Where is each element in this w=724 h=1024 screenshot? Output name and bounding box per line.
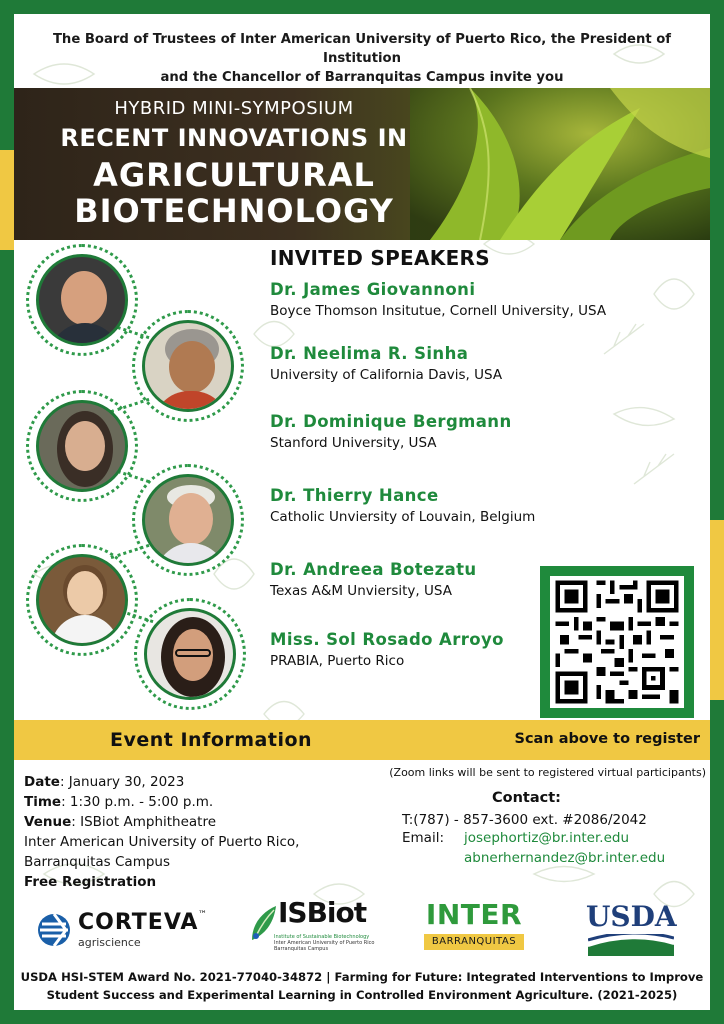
event-kicker: HYBRID MINI-SYMPOSIUM bbox=[114, 98, 354, 119]
speaker-name: Dr. Neelima R. Sinha bbox=[270, 344, 469, 363]
corteva-wordmark: CORTEVA bbox=[78, 910, 199, 935]
date-value: : January 30, 2023 bbox=[59, 774, 185, 790]
event-info-heading: Event Information bbox=[110, 729, 313, 751]
speaker-photo-5 bbox=[36, 554, 128, 646]
event-title-line-2: AGRICULTURAL bbox=[93, 156, 375, 194]
corteva-trademark: ™ bbox=[198, 910, 207, 920]
scan-to-register-label: Scan above to register bbox=[514, 731, 700, 747]
sponsor-logos bbox=[14, 894, 710, 964]
usda-logo bbox=[586, 900, 676, 958]
isbiot-sub-1: Institute of Sustainable Biotechnology bbox=[274, 934, 370, 940]
time-label: Time bbox=[24, 794, 62, 810]
contact-email-2[interactable]: abnerhernandez@br.inter.edu bbox=[464, 850, 666, 866]
inter-barranquitas-logo bbox=[420, 898, 528, 956]
speaker-photo-2 bbox=[142, 320, 234, 412]
speaker-photo-1 bbox=[36, 254, 128, 346]
date-label: Date bbox=[24, 774, 60, 790]
event-title-line-1: RECENT INNOVATIONS IN bbox=[60, 124, 408, 152]
title-banner bbox=[14, 88, 710, 240]
speaker-entry bbox=[270, 344, 502, 383]
speaker-photo-4 bbox=[142, 474, 234, 566]
venue-value: : ISBiot Amphitheatre bbox=[71, 814, 217, 830]
speaker-affiliation: Catholic Unviersity of Louvain, Belgium bbox=[270, 509, 536, 525]
event-info-bar bbox=[14, 720, 710, 760]
speaker-name: Dr. Thierry Hance bbox=[270, 486, 439, 505]
contact-email-1[interactable]: josephortiz@br.inter.edu bbox=[464, 830, 630, 846]
invitation-line-2: and the Chancellor of Barranquitas Campus invite you bbox=[160, 70, 564, 85]
venue-label: Venue bbox=[24, 814, 72, 830]
speaker-photo-6 bbox=[144, 608, 236, 700]
email-label: Email: bbox=[402, 830, 445, 846]
inter-wordmark: INTER bbox=[425, 898, 523, 931]
speaker-affiliation: Stanford University, USA bbox=[270, 435, 437, 451]
footer-line-1: USDA HSI-STEM Award No. 2021-77040-34872 | Farming for Future: Integrated Interventions to Improve bbox=[20, 970, 704, 984]
invitation-text bbox=[14, 30, 710, 87]
venue-line-3: Barranquitas Campus bbox=[24, 854, 171, 870]
footer-line-2: Student Success and Experimental Learning in Controlled Environment Agriculture. (2021-2025) bbox=[46, 988, 678, 1002]
corteva-subtitle: agriscience bbox=[78, 936, 141, 949]
speaker-entry bbox=[270, 560, 477, 599]
corteva-mark-icon bbox=[36, 912, 72, 948]
speaker-entry bbox=[270, 630, 504, 669]
isbiot-sub-2: Inter American University of Puerto Rico bbox=[274, 940, 375, 946]
isbiot-sub-3: Barranquitas Campus bbox=[274, 946, 329, 952]
contact-heading: Contact: bbox=[492, 790, 561, 806]
event-details bbox=[24, 772, 299, 892]
qr-code-icon bbox=[550, 576, 684, 708]
speaker-affiliation: University of California Davis, USA bbox=[270, 367, 503, 383]
speaker-name: Dr. Dominique Bergmann bbox=[270, 412, 512, 431]
speaker-entry bbox=[270, 412, 512, 451]
time-value: : 1:30 p.m. - 5:00 p.m. bbox=[61, 794, 214, 810]
usda-wordmark: USDA bbox=[586, 900, 677, 933]
speaker-affiliation: PRABIA, Puerto Rico bbox=[270, 653, 405, 669]
corn-plant-image bbox=[410, 88, 710, 240]
speaker-entry bbox=[270, 280, 606, 319]
corteva-logo bbox=[36, 910, 216, 954]
isbiot-logo bbox=[246, 896, 386, 960]
speaker-affiliation: Boyce Thomson Insitutue, Cornell University, USA bbox=[270, 303, 607, 319]
speaker-name: Dr. Andreea Botezatu bbox=[270, 560, 477, 579]
contact-phone: T:(787) - 857-3600 ext. #2086/2042 bbox=[402, 812, 647, 828]
zoom-note: (Zoom links will be sent to registered virtual participants) bbox=[389, 766, 706, 779]
invitation-line-1: The Board of Trustees of Inter American University of Puerto Rico, the President of Institution bbox=[52, 32, 672, 66]
speaker-photo-3 bbox=[36, 400, 128, 492]
flyer-sheet bbox=[14, 14, 710, 1010]
speaker-entry bbox=[270, 486, 535, 525]
speakers-heading: INVITED SPEAKERS bbox=[270, 246, 490, 270]
speaker-name: Miss. Sol Rosado Arroyo bbox=[270, 630, 504, 649]
speaker-affiliation: Texas A&M Unviersity, USA bbox=[270, 583, 452, 599]
speaker-name: Dr. James Giovannoni bbox=[270, 280, 476, 299]
event-title-line-3: BIOTECHNOLOGY bbox=[74, 192, 394, 230]
registration-qr-code[interactable] bbox=[540, 566, 694, 718]
isbiot-wordmark: ISBiot bbox=[278, 896, 367, 929]
usda-field-icon bbox=[588, 934, 674, 956]
inter-subtitle: BARRANQUITAS bbox=[424, 934, 524, 950]
registration-note: Free Registration bbox=[24, 874, 157, 890]
grant-footer bbox=[14, 968, 710, 1004]
venue-line-2: Inter American University of Puerto Rico, bbox=[24, 834, 300, 850]
